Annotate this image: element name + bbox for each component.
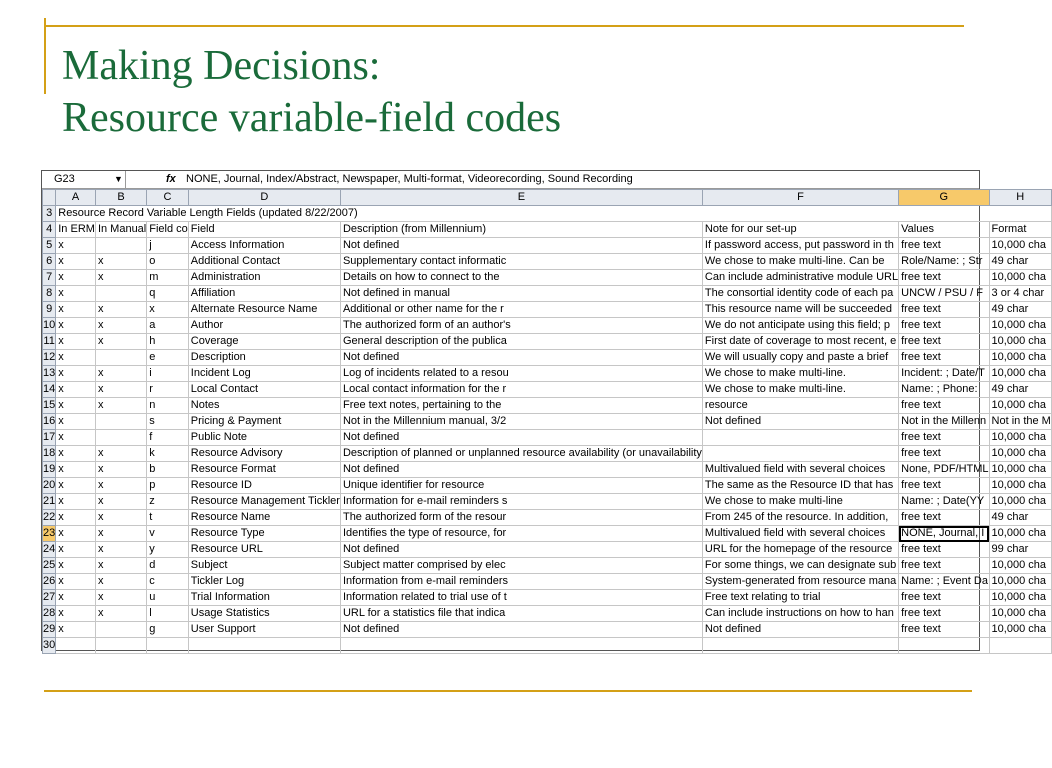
- cell[interactable]: Incident: ; Date/T: [899, 366, 989, 382]
- cell[interactable]: First date of coverage to most recent, e: [702, 334, 898, 350]
- cell[interactable]: x: [56, 542, 96, 558]
- cell[interactable]: [95, 350, 146, 366]
- cell[interactable]: 10,000 cha: [989, 398, 1051, 414]
- cell[interactable]: free text: [899, 302, 989, 318]
- cell[interactable]: x: [95, 398, 146, 414]
- cell[interactable]: i: [147, 366, 189, 382]
- row-header[interactable]: 12: [43, 350, 56, 366]
- cell[interactable]: b: [147, 462, 189, 478]
- cell[interactable]: free text: [899, 478, 989, 494]
- cell[interactable]: free text: [899, 398, 989, 414]
- cell[interactable]: 49 char: [989, 254, 1051, 270]
- cell[interactable]: Not defined: [340, 622, 702, 638]
- cell[interactable]: Not defined: [702, 414, 898, 430]
- cell[interactable]: Administration: [188, 270, 340, 286]
- table-row: [43, 302, 1052, 318]
- cell[interactable]: 10,000 cha: [989, 446, 1051, 462]
- table-row: [43, 590, 1052, 606]
- cell[interactable]: x: [95, 526, 146, 542]
- cell[interactable]: Resource Name: [188, 510, 340, 526]
- cell[interactable]: x: [56, 238, 96, 254]
- table-row: [43, 526, 1052, 542]
- cell[interactable]: [95, 238, 146, 254]
- cell[interactable]: Usage Statistics: [188, 606, 340, 622]
- table-row: [43, 254, 1052, 270]
- cell[interactable]: 10,000 cha: [989, 558, 1051, 574]
- cell[interactable]: j: [147, 238, 189, 254]
- cell[interactable]: p: [147, 478, 189, 494]
- cell[interactable]: x: [56, 334, 96, 350]
- cell[interactable]: [899, 638, 989, 654]
- slide-title-line-2: Resource variable-field codes: [62, 95, 562, 141]
- cell[interactable]: From 245 of the resource. In addition,: [702, 510, 898, 526]
- cell[interactable]: Resource Type: [188, 526, 340, 542]
- column-title-cell[interactable]: Format: [989, 222, 1051, 238]
- cell[interactable]: 10,000 cha: [989, 270, 1051, 286]
- cell[interactable]: Pricing & Payment: [188, 414, 340, 430]
- cell[interactable]: Notes: [188, 398, 340, 414]
- cell[interactable]: free text: [899, 350, 989, 366]
- cell[interactable]: [989, 638, 1051, 654]
- cell[interactable]: x: [147, 302, 189, 318]
- cell[interactable]: Multivalued field with several choices: [702, 526, 898, 542]
- accent-top-rule: [44, 25, 964, 27]
- cell[interactable]: 49 char: [989, 382, 1051, 398]
- cell[interactable]: General description of the publica: [340, 334, 702, 350]
- formula-bar: [42, 171, 979, 189]
- cell[interactable]: Resource URL: [188, 542, 340, 558]
- column-title-cell[interactable]: Description (from Millennium): [340, 222, 702, 238]
- cell[interactable]: Not defined: [340, 238, 702, 254]
- row-header[interactable]: 26: [43, 574, 56, 590]
- cell[interactable]: 10,000 cha: [989, 318, 1051, 334]
- cell[interactable]: free text: [899, 590, 989, 606]
- cell[interactable]: None, PDF/HTML: [899, 462, 989, 478]
- table-row: [43, 494, 1052, 510]
- slide-title-line-1: Making Decisions:: [62, 43, 381, 89]
- cell[interactable]: x: [95, 334, 146, 350]
- cell[interactable]: The authorized form of the resour: [340, 510, 702, 526]
- column-header[interactable]: F: [702, 190, 898, 206]
- cell[interactable]: x: [56, 350, 96, 366]
- cell[interactable]: 49 char: [989, 302, 1051, 318]
- row-header[interactable]: 25: [43, 558, 56, 574]
- row-header[interactable]: 30: [43, 638, 56, 654]
- formula-input[interactable]: NONE, Journal, Index/Abstract, Newspaper, Multi-format, Videorecording, Sound Recording: [186, 173, 633, 185]
- cell[interactable]: Additional Contact: [188, 254, 340, 270]
- cell[interactable]: Supplementary contact informatic: [340, 254, 702, 270]
- column-header[interactable]: B: [95, 190, 146, 206]
- cell[interactable]: [95, 638, 146, 654]
- cell[interactable]: Unique identifier for resource: [340, 478, 702, 494]
- cell[interactable]: s: [147, 414, 189, 430]
- cell[interactable]: x: [95, 558, 146, 574]
- cell[interactable]: free text: [899, 510, 989, 526]
- row-header[interactable]: 15: [43, 398, 56, 414]
- cell[interactable]: x: [95, 590, 146, 606]
- cell[interactable]: x: [56, 430, 96, 446]
- row-header[interactable]: 29: [43, 622, 56, 638]
- cell[interactable]: free text: [899, 270, 989, 286]
- cell[interactable]: t: [147, 510, 189, 526]
- cell[interactable]: System-generated from resource mana: [702, 574, 898, 590]
- cell[interactable]: Access Information: [188, 238, 340, 254]
- column-header[interactable]: D: [188, 190, 340, 206]
- cell[interactable]: x: [56, 254, 96, 270]
- cell[interactable]: k: [147, 446, 189, 462]
- cell[interactable]: Public Note: [188, 430, 340, 446]
- cell[interactable]: x: [56, 590, 96, 606]
- cell[interactable]: x: [56, 526, 96, 542]
- table-row: [43, 238, 1052, 254]
- cell[interactable]: n: [147, 398, 189, 414]
- row-header[interactable]: 21: [43, 494, 56, 510]
- cell[interactable]: x: [56, 302, 96, 318]
- cell[interactable]: x: [56, 462, 96, 478]
- cell[interactable]: 10,000 cha: [989, 590, 1051, 606]
- cell[interactable]: 10,000 cha: [989, 622, 1051, 638]
- cell[interactable]: x: [95, 318, 146, 334]
- cell[interactable]: x: [56, 622, 96, 638]
- function-icon[interactable]: fx: [166, 173, 176, 185]
- row-header[interactable]: 24: [43, 542, 56, 558]
- slide-title: [62, 40, 561, 144]
- cell[interactable]: x: [56, 494, 96, 510]
- column-header[interactable]: G: [899, 190, 989, 206]
- cell[interactable]: For some things, we can designate sub: [702, 558, 898, 574]
- row-header[interactable]: 5: [43, 238, 56, 254]
- table-row: [43, 430, 1052, 446]
- accent-bottom-rule: [44, 690, 972, 692]
- cell[interactable]: Multivalued field with several choices: [702, 462, 898, 478]
- row-header[interactable]: 20: [43, 478, 56, 494]
- cell[interactable]: d: [147, 558, 189, 574]
- table-row: [43, 414, 1052, 430]
- cell[interactable]: URL for a statistics file that indica: [340, 606, 702, 622]
- table-row: [43, 510, 1052, 526]
- row-header[interactable]: 18: [43, 446, 56, 462]
- cell[interactable]: x: [56, 606, 96, 622]
- row-header[interactable]: 27: [43, 590, 56, 606]
- cell[interactable]: x: [95, 478, 146, 494]
- row-header[interactable]: 17: [43, 430, 56, 446]
- cell[interactable]: x: [95, 574, 146, 590]
- cell[interactable]: x: [95, 302, 146, 318]
- table-row: [43, 382, 1052, 398]
- name-box[interactable]: G23: [42, 171, 126, 188]
- cell[interactable]: The same as the Resource ID that has: [702, 478, 898, 494]
- cell[interactable]: [147, 638, 189, 654]
- table-row: [43, 478, 1052, 494]
- cell[interactable]: f: [147, 430, 189, 446]
- cell[interactable]: x: [95, 542, 146, 558]
- table-row: [43, 350, 1052, 366]
- cell[interactable]: o: [147, 254, 189, 270]
- cell[interactable]: x: [95, 510, 146, 526]
- column-header[interactable]: H: [989, 190, 1051, 206]
- cell[interactable]: 10,000 cha: [989, 334, 1051, 350]
- cell[interactable]: 10,000 cha: [989, 462, 1051, 478]
- cell[interactable]: e: [147, 350, 189, 366]
- cell[interactable]: Coverage: [188, 334, 340, 350]
- cell[interactable]: 10,000 cha: [989, 430, 1051, 446]
- row-header[interactable]: 8: [43, 286, 56, 302]
- cell[interactable]: Free text relating to trial: [702, 590, 898, 606]
- cell[interactable]: h: [147, 334, 189, 350]
- accent-vertical-rule: [44, 18, 46, 94]
- table-row: [43, 606, 1052, 622]
- cell[interactable]: Not in the Millennium manual, 3/2: [340, 414, 702, 430]
- cell[interactable]: free text: [899, 558, 989, 574]
- cell[interactable]: Description: [188, 350, 340, 366]
- row-header[interactable]: 13: [43, 366, 56, 382]
- cell[interactable]: 10,000 cha: [989, 574, 1051, 590]
- column-title-cell[interactable]: Note for our set-up: [702, 222, 898, 238]
- cell[interactable]: Information related to trial use of t: [340, 590, 702, 606]
- table-row: [43, 206, 1052, 222]
- cell[interactable]: x: [95, 270, 146, 286]
- cell[interactable]: x: [56, 446, 96, 462]
- cell[interactable]: x: [56, 574, 96, 590]
- cell[interactable]: The consortial identity code of each pa: [702, 286, 898, 302]
- cell[interactable]: Resource Advisory: [188, 446, 340, 462]
- table-row: [43, 286, 1052, 302]
- cell[interactable]: User Support: [188, 622, 340, 638]
- table-row: [43, 574, 1052, 590]
- cell[interactable]: [95, 430, 146, 446]
- cell[interactable]: Resource Format: [188, 462, 340, 478]
- cell[interactable]: [188, 638, 340, 654]
- cell[interactable]: x: [56, 558, 96, 574]
- cell[interactable]: x: [56, 398, 96, 414]
- cell[interactable]: Not defined: [340, 430, 702, 446]
- row-header[interactable]: 4: [43, 222, 56, 238]
- cell[interactable]: v: [147, 526, 189, 542]
- column-header[interactable]: A: [56, 190, 96, 206]
- cell[interactable]: x: [95, 382, 146, 398]
- cell[interactable]: g: [147, 622, 189, 638]
- cell[interactable]: Description of planned or unplanned resource availability (or unavailability: [340, 446, 702, 462]
- cell[interactable]: free text: [899, 446, 989, 462]
- cell[interactable]: Not defined: [340, 350, 702, 366]
- table-row: [43, 622, 1052, 638]
- column-title-cell[interactable]: Field: [188, 222, 340, 238]
- cell[interactable]: We chose to make multi-line. Can be: [702, 254, 898, 270]
- cell[interactable]: Name: ; Event Da: [899, 574, 989, 590]
- sheet-title-cell[interactable]: Resource Record Variable Length Fields (updated 8/22/2007): [56, 206, 1052, 222]
- cell[interactable]: Not defined: [702, 622, 898, 638]
- row-header[interactable]: 10: [43, 318, 56, 334]
- cell[interactable]: x: [95, 446, 146, 462]
- column-title-cell[interactable]: Values: [899, 222, 989, 238]
- cell[interactable]: [702, 446, 898, 462]
- table-row: [43, 542, 1052, 558]
- row-header[interactable]: 14: [43, 382, 56, 398]
- cell[interactable]: Author: [188, 318, 340, 334]
- cell[interactable]: free text: [899, 238, 989, 254]
- cell[interactable]: free text: [899, 430, 989, 446]
- cell[interactable]: x: [56, 366, 96, 382]
- cell[interactable]: 3 or 4 char: [989, 286, 1051, 302]
- cell[interactable]: We will usually copy and paste a brief: [702, 350, 898, 366]
- cell[interactable]: Log of incidents related to a resou: [340, 366, 702, 382]
- cell[interactable]: c: [147, 574, 189, 590]
- cell[interactable]: 10,000 cha: [989, 478, 1051, 494]
- cell[interactable]: x: [56, 414, 96, 430]
- cell[interactable]: [56, 638, 96, 654]
- worksheet-grid: [42, 189, 1052, 654]
- cell[interactable]: Subject: [188, 558, 340, 574]
- table-row: [43, 334, 1052, 350]
- cell[interactable]: x: [56, 270, 96, 286]
- row-header[interactable]: 6: [43, 254, 56, 270]
- cell[interactable]: 10,000 cha: [989, 526, 1051, 542]
- cell[interactable]: UNCW / PSU / F: [899, 286, 989, 302]
- cell[interactable]: q: [147, 286, 189, 302]
- row-header[interactable]: 22: [43, 510, 56, 526]
- cell[interactable]: 10,000 cha: [989, 238, 1051, 254]
- cell[interactable]: u: [147, 590, 189, 606]
- cell[interactable]: Trial Information: [188, 590, 340, 606]
- cell[interactable]: Can include administrative module URL: [702, 270, 898, 286]
- table-row: [43, 318, 1052, 334]
- cell[interactable]: Not defined in manual: [340, 286, 702, 302]
- cell[interactable]: l: [147, 606, 189, 622]
- cell[interactable]: x: [95, 254, 146, 270]
- table-row: [43, 462, 1052, 478]
- cell[interactable]: 10,000 cha: [989, 350, 1051, 366]
- cell[interactable]: We chose to make multi-line.: [702, 382, 898, 398]
- cell[interactable]: Name: ; Date(YY: [899, 494, 989, 510]
- cell[interactable]: [95, 286, 146, 302]
- cell[interactable]: Resource ID: [188, 478, 340, 494]
- cell[interactable]: x: [56, 286, 96, 302]
- cell[interactable]: Incident Log: [188, 366, 340, 382]
- cell[interactable]: Role/Name: ; Str: [899, 254, 989, 270]
- cell[interactable]: Details on how to connect to the: [340, 270, 702, 286]
- cell[interactable]: free text: [899, 542, 989, 558]
- cell[interactable]: If password access, put password in th: [702, 238, 898, 254]
- cell[interactable]: m: [147, 270, 189, 286]
- cell[interactable]: 10,000 cha: [989, 494, 1051, 510]
- cell[interactable]: 99 char: [989, 542, 1051, 558]
- cell[interactable]: resource: [702, 398, 898, 414]
- cell[interactable]: [702, 638, 898, 654]
- cell[interactable]: x: [56, 510, 96, 526]
- row-header[interactable]: 23: [43, 526, 56, 542]
- row-header[interactable]: 16: [43, 414, 56, 430]
- cell[interactable]: Affiliation: [188, 286, 340, 302]
- column-header[interactable]: E: [340, 190, 702, 206]
- cell[interactable]: Tickler Log: [188, 574, 340, 590]
- cell[interactable]: free text: [899, 318, 989, 334]
- select-all-corner[interactable]: [43, 190, 56, 206]
- cell[interactable]: x: [56, 478, 96, 494]
- cell[interactable]: Subject matter comprised by elec: [340, 558, 702, 574]
- table-row: [43, 446, 1052, 462]
- cell[interactable]: free text: [899, 334, 989, 350]
- cell[interactable]: This resource name will be succeeded: [702, 302, 898, 318]
- cell[interactable]: Not defined: [340, 542, 702, 558]
- cell[interactable]: URL for the homepage of the resource: [702, 542, 898, 558]
- table-row: [43, 638, 1052, 654]
- cell[interactable]: Local contact information for the r: [340, 382, 702, 398]
- cell[interactable]: Name: ; Phone:: [899, 382, 989, 398]
- cell[interactable]: Not defined: [340, 462, 702, 478]
- table-row: [43, 398, 1052, 414]
- spreadsheet-screenshot: [41, 170, 1051, 651]
- cell[interactable]: 49 char: [989, 510, 1051, 526]
- table-row: [43, 366, 1052, 382]
- cell[interactable]: x: [95, 606, 146, 622]
- cell[interactable]: Information for e-mail reminders s: [340, 494, 702, 510]
- cell[interactable]: [702, 430, 898, 446]
- column-title-cell[interactable]: In ERM: [56, 222, 96, 238]
- cell[interactable]: We do not anticipate using this field; p: [702, 318, 898, 334]
- table-row: [43, 222, 1052, 238]
- table-row: [43, 558, 1052, 574]
- cell[interactable]: z: [147, 494, 189, 510]
- cell[interactable]: We chose to make multi-line: [702, 494, 898, 510]
- row-header[interactable]: 11: [43, 334, 56, 350]
- cell[interactable]: a: [147, 318, 189, 334]
- row-header[interactable]: 9: [43, 302, 56, 318]
- cell[interactable]: Identifies the type of resource, for: [340, 526, 702, 542]
- cell[interactable]: [95, 414, 146, 430]
- cell[interactable]: [95, 622, 146, 638]
- cell[interactable]: Additional or other name for the r: [340, 302, 702, 318]
- cell[interactable]: [340, 638, 702, 654]
- cell[interactable]: x: [56, 382, 96, 398]
- cell[interactable]: Alternate Resource Name: [188, 302, 340, 318]
- cell[interactable]: 10,000 cha: [989, 366, 1051, 382]
- column-title-cell[interactable]: Field co: [147, 222, 189, 238]
- cell[interactable]: 10,000 cha: [989, 606, 1051, 622]
- cell[interactable]: Local Contact: [188, 382, 340, 398]
- cell[interactable]: free text: [899, 622, 989, 638]
- cell[interactable]: Not in the M: [989, 414, 1051, 430]
- cell[interactable]: Can include instructions on how to han: [702, 606, 898, 622]
- cell[interactable]: free text: [899, 606, 989, 622]
- row-header[interactable]: 19: [43, 462, 56, 478]
- cell[interactable]: Free text notes, pertaining to the: [340, 398, 702, 414]
- cell[interactable]: x: [95, 462, 146, 478]
- cell[interactable]: x: [56, 318, 96, 334]
- cell[interactable]: Resource Management Tickler: [188, 494, 340, 510]
- selected-cell[interactable]: NONE, Journal, I: [899, 526, 989, 542]
- column-title-cell[interactable]: In Manual: [95, 222, 146, 238]
- cell[interactable]: Information from e-mail reminders: [340, 574, 702, 590]
- row-header[interactable]: 28: [43, 606, 56, 622]
- cell[interactable]: r: [147, 382, 189, 398]
- column-header[interactable]: C: [147, 190, 189, 206]
- cell[interactable]: x: [95, 494, 146, 510]
- name-box-dropdown-icon[interactable]: ▼: [114, 174, 123, 184]
- row-header[interactable]: 7: [43, 270, 56, 286]
- cell[interactable]: x: [95, 366, 146, 382]
- row-header[interactable]: 3: [43, 206, 56, 222]
- cell[interactable]: y: [147, 542, 189, 558]
- cell[interactable]: We chose to make multi-line.: [702, 366, 898, 382]
- cell[interactable]: Not in the Millenn: [899, 414, 989, 430]
- cell[interactable]: The authorized form of an author's: [340, 318, 702, 334]
- table-row: [43, 270, 1052, 286]
